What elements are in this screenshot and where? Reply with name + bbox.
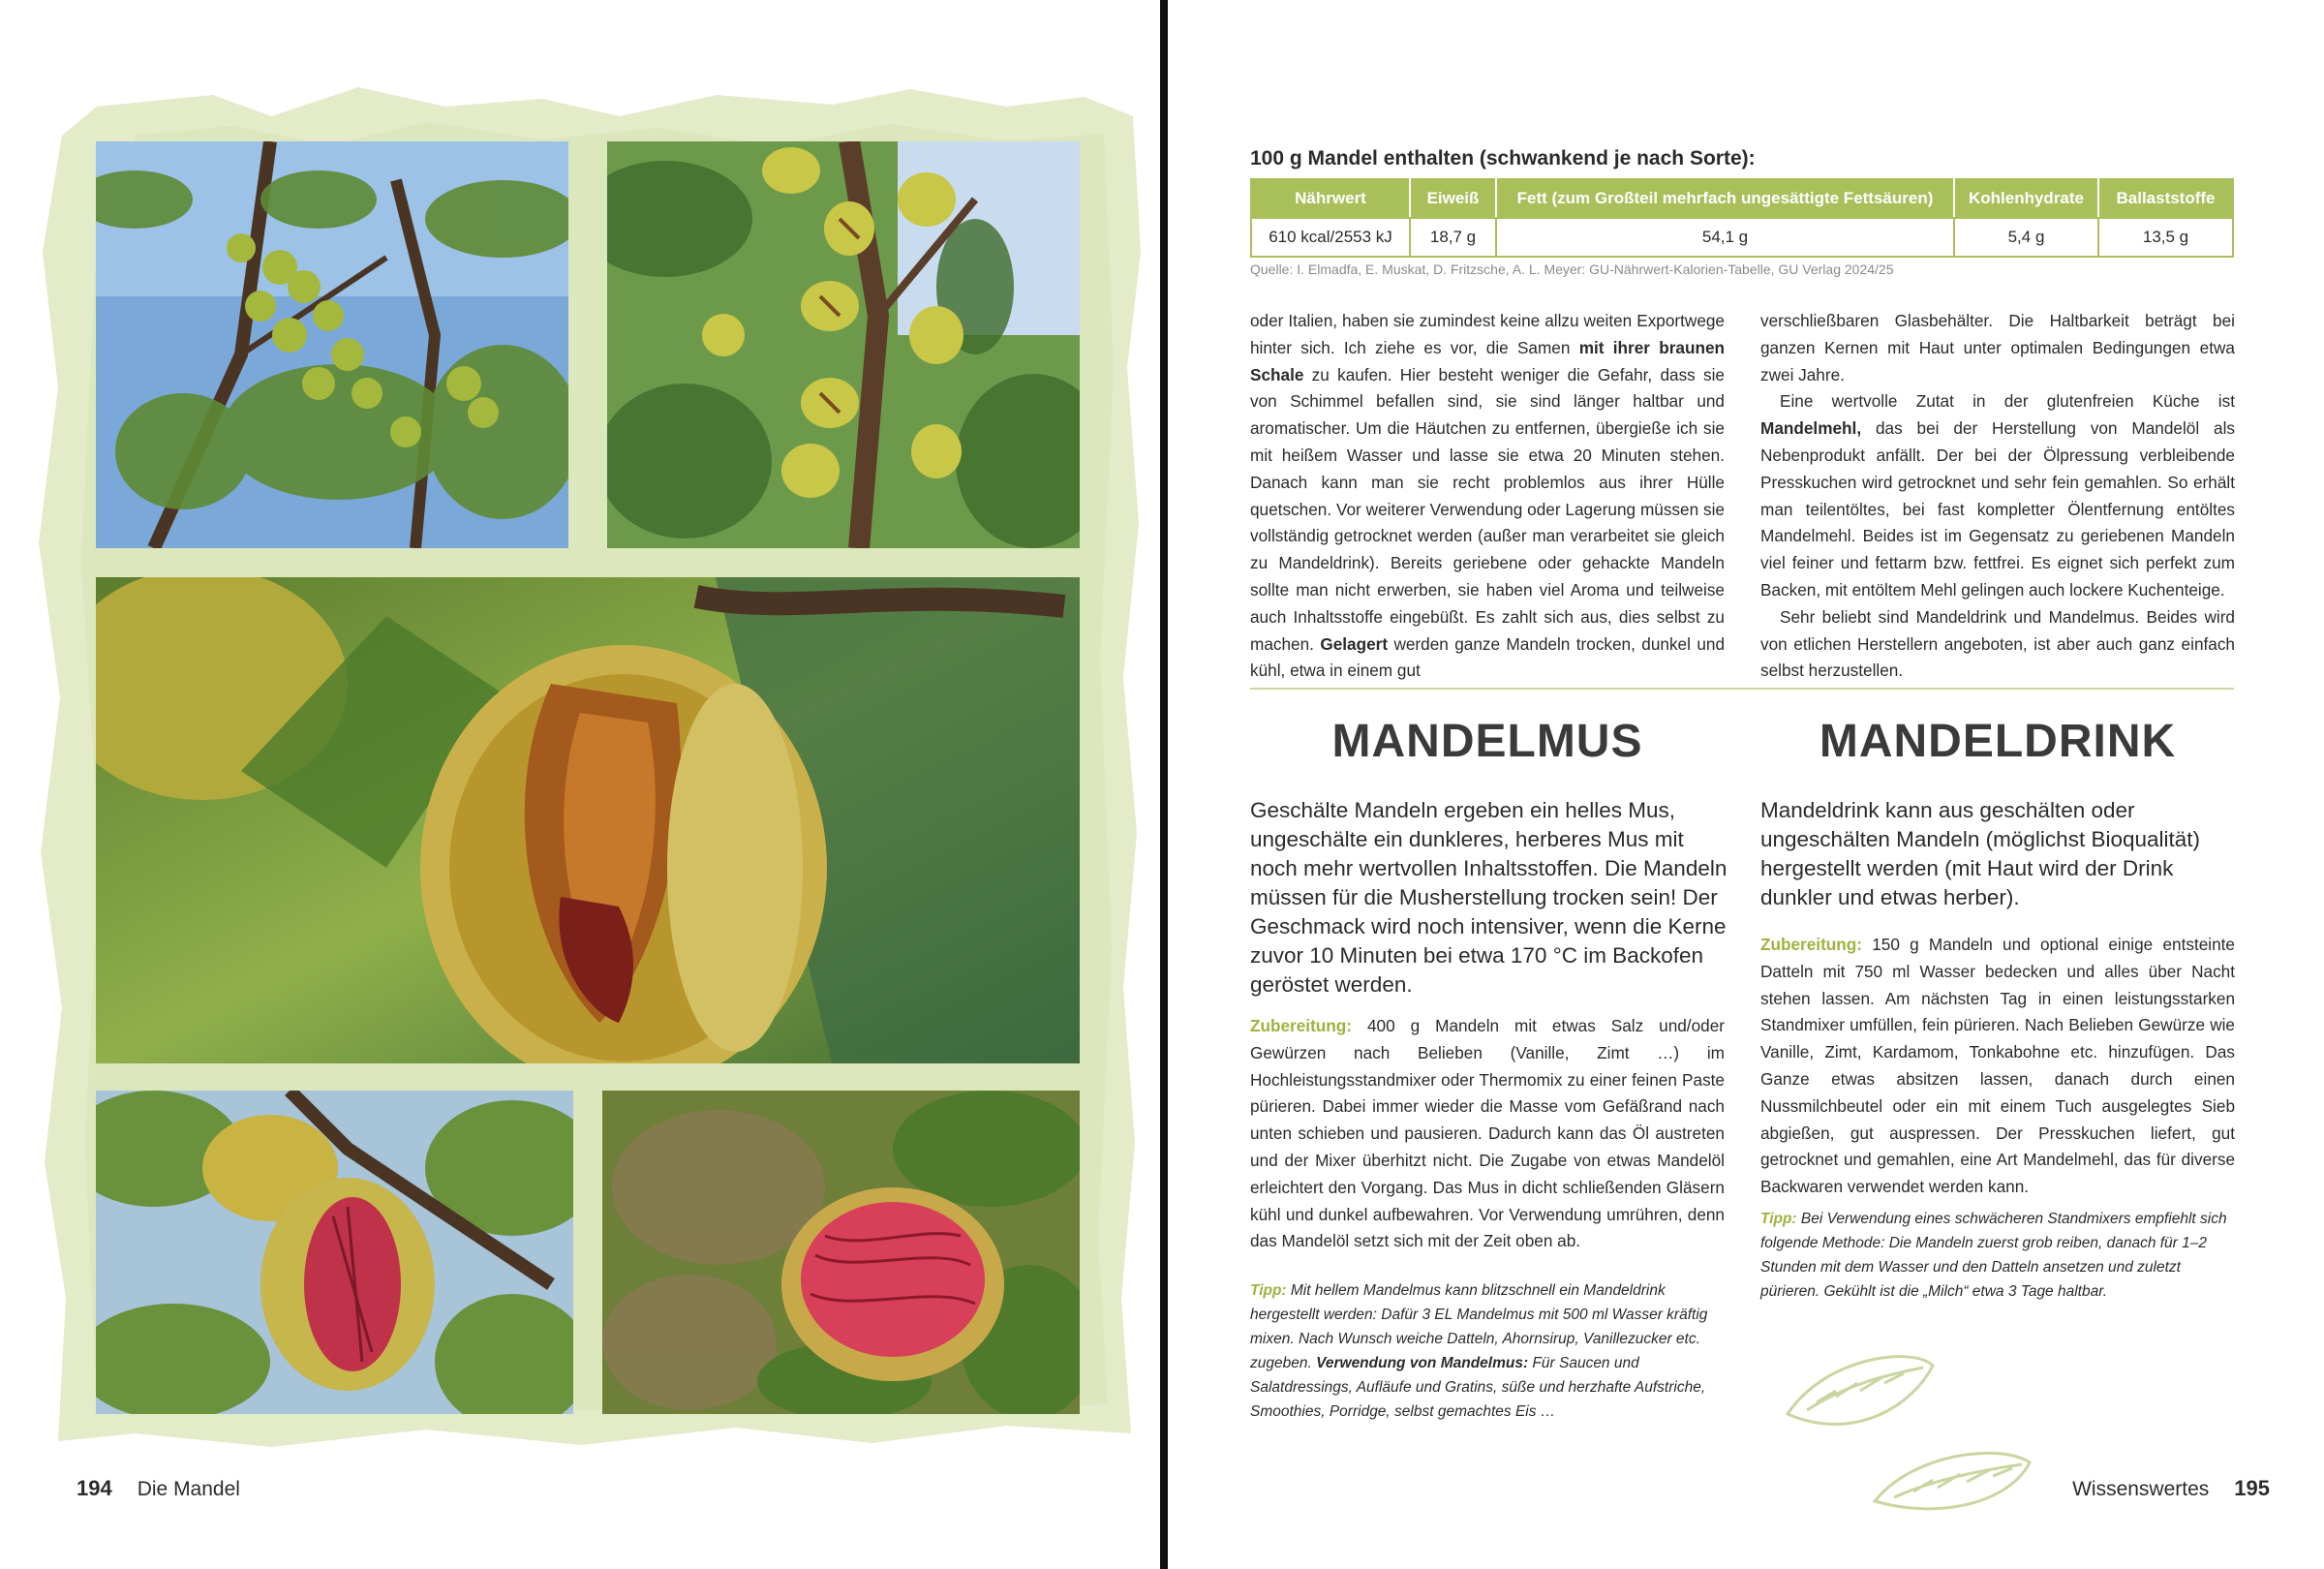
- body-paragraph: [1250, 308, 1725, 685]
- photo-red-hull-on-branch: [96, 1091, 573, 1414]
- table-row: [1251, 218, 2233, 257]
- page-number-right: 195: [2234, 1476, 2270, 1500]
- book-gutter: [1160, 0, 1168, 1569]
- nutrition-table: [1250, 178, 2234, 258]
- text-run: das bei der Herstellung von Mandelöl als Nebenprodukt anfällt. Der bei der Ölpressung verbleibende Presskuchen wird getrocknet und sehr fein gemahlen. So erhält man teilentöltes, bei fast kompletter Ölentfernung entöltes Mandelmehl. Beides ist im Gegensatz zu geriebenen Mandeln viel feiner und fettarm bzw. fettfrei. Es eignet sich perfekt zum Backen, mit entöltem Mehl gelingen auch lockere Kuchenteige.: [1760, 418, 2235, 600]
- almond-outline-icon: [1768, 1337, 2117, 1530]
- mandeldrink-intro: Mandeldrink kann aus geschälten oder ungeschälten Mandeln (möglichst Bioqualität) hergestellt werden (mit Haut wird der Drink dunkler und etwas herber).: [1760, 798, 2201, 909]
- table-heading: 100 g Mandel enthalten (schwankend je nach Sorte):: [1250, 147, 1756, 169]
- text-run: zu kaufen. Hier besteht weniger die Gefahr, dass sie von Schimmel befallen sind, sie sind länger haltbar und aromatischer. Um die Häutchen zu entfernen, übergieße ich sie mit heißem Wasser und lasse sie etwa 20 Minuten stehen. Danach kann man sie recht problemlos aus ihrer Hülle quetschen. Vor weiterer Verwendung oder Lagerung müssen sie vollständig getrocknet werden (außer man verarbeitet sie gleich zu Mandeldrink). Bereits geriebene oder gehackte Mandeln sollte man nicht erwerben, sie haben viel Aroma und teilweise auch Inhaltsstoffe eingebüßt. Es zahlt sich aus, dies selbst zu machen.: [1250, 364, 1725, 654]
- preparation-label: Zubereitung:: [1760, 935, 1863, 954]
- mandeldrink-tip: [1760, 1207, 2235, 1304]
- body-column-right: [1760, 308, 2235, 685]
- table-cell: 18,7 g: [1410, 218, 1496, 257]
- table-source: Quelle: I. Elmadfa, E. Muskat, D. Fritzsche, A. L. Meyer: GU-Nährwert-Kalorien-Tabelle, GU Verlag 2024/25: [1250, 262, 1894, 277]
- tip-text: Für Saucen und Salatdressings, Aufläufe und Gratins, süße und herzhafte Aufstriche, Smoothies, Porridge, selbst gemachtes Eis …: [1250, 1355, 1706, 1420]
- text-run: oder Italien, haben sie zumindest keine allzu weiten Exportwege hinter sich. Ich ziehe es vor, die Samen: [1250, 311, 1725, 357]
- preparation-text: 400 g Mandeln mit etwas Salz und/oder Gewürzen nach Belieben (Vanille, Zimt …) im Hochleistungsstandmixer oder Thermomix zu einer feinen Paste pürieren. Dabei immer wieder die Masse vom Gefäßrand nach unten schieben und pausieren. Dadurch kann das Öl austreten und der Mixer überhitzt nicht. Die Zugabe von etwas Mandelöl erleichtert den Vorgang. Das Mus in dicht schließenden Gläsern kühl und dunkel aufbewahren. Vor Verwendung umrühren, denn das Mandelöl setzt sich mit der Zeit oben ab.: [1250, 1016, 1725, 1251]
- text-run: werden ganze Mandeln trocken, dunkel und kühl, etwa in einem gut: [1250, 633, 1726, 681]
- heading-mandeldrink: MANDELDRINK: [1819, 716, 2177, 767]
- mandeldrink-preparation: [1760, 932, 2235, 1201]
- table-cell: 5,4 g: [1954, 218, 2098, 257]
- tip-bold: Verwendung von Mandelmus:: [1316, 1355, 1529, 1371]
- table-cell: 13,5 g: [2098, 218, 2233, 257]
- mandelmus-intro: Geschälte Mandeln ergeben ein helles Mus, ungeschälte ein dunkleres, herberes Mus mit noch mehr wertvollen Inhaltsstoffen. Die Mandeln müssen für die Musherstellung trocken sein! Der Geschmack wird noch intensiver, wenn die Kerne zuvor 10 Minuten bei etwa 170 °C im Backofen geröstet werden.: [1250, 798, 1728, 997]
- running-title-right: Wissenswertes: [2072, 1478, 2210, 1500]
- table-header-row: [1251, 179, 2233, 218]
- table-header-cell: Fett (zum Großteil mehrfach ungesättigte Fettsäuren): [1496, 179, 1954, 218]
- mandelmus-tip: [1250, 1278, 1725, 1424]
- right-page-footer: [2072, 1476, 2270, 1501]
- photo-split-almond-closeup: [96, 577, 1080, 1063]
- bold-run: Mandelmehl,: [1760, 418, 1862, 439]
- tip-text: Bei Verwendung eines schwächeren Standmixers empfiehlt sich folgende Methode: Die Mandeln zuerst grob reiben, danach für 1–2 Stunden mit dem Wasser und den Datteln ansetzen und zuletzt pürieren. Gekühlt ist die „Milch“ etwa 3 Tage haltbar.: [1760, 1211, 2227, 1300]
- body-paragraph: [1760, 388, 2235, 603]
- running-title-left: Die Mandel: [137, 1478, 240, 1500]
- photo-fallen-red-hull: [602, 1091, 1080, 1414]
- table-header-cell: Ballaststoffe: [2098, 179, 2233, 218]
- photo-almond-tree: [96, 141, 568, 548]
- bold-run: Gelagert: [1320, 633, 1389, 654]
- table-cell: 610 kcal/2553 kJ: [1251, 218, 1410, 257]
- table-header-cell: Eiweiß: [1410, 179, 1496, 218]
- body-column-left: [1250, 308, 1725, 685]
- table-cell: 54,1 g: [1496, 218, 1954, 257]
- table-header-cell: Nährwert: [1251, 179, 1410, 218]
- preparation-text: 150 g Mandeln und optional einige entsteinte Datteln mit 750 ml Wasser bedecken und alles über Nacht stehen lassen. Am nächsten Tag in einen leistungsstarken Standmixer umfüllen, fein pürieren. Nach Belieben Gewürze wie Vanille, Zimt, Kardamom, Tonkabohne etc. hinzufügen. Das Ganze etwas absitzen lassen, danach durch einen Nussmilchbeutel oder ein mit einem Tuch ausgelegtes Sieb abgießen, gut auspressen. Der Presskuchen liefert, gut getrocknet und gemahlen, eine Art Mandelmehl, das für diverse Backwaren verwendet werden kann.: [1760, 935, 2235, 1197]
- left-page: [0, 0, 1160, 1569]
- body-paragraph: Sehr beliebt sind Mandeldrink und Mandelmus. Beides wird von etlichen Herstellern angeboten, ist aber auch ganz einfach selbst herzustellen.: [1760, 606, 2235, 681]
- photo-almond-branch: [607, 141, 1080, 548]
- mandelmus-preparation: [1250, 1013, 1725, 1255]
- bold-run: mit ihrer braunen Schale: [1250, 337, 1725, 385]
- right-page: [1168, 0, 2324, 1569]
- table-header-cell: Kohlenhydrate: [1954, 179, 2098, 218]
- tip-label: Tipp:: [1760, 1211, 1797, 1227]
- heading-mandelmus: MANDELMUS: [1331, 716, 1643, 767]
- page-number-left: 194: [76, 1476, 112, 1500]
- section-divider: [1250, 688, 2234, 690]
- tip-label: Tipp:: [1250, 1282, 1287, 1299]
- text-run: Eine wertvolle Zutat in der glutenfreien Küche ist: [1780, 391, 2235, 412]
- body-paragraph: verschließbaren Glasbehälter. Die Haltbarkeit beträgt bei ganzen Kernen mit Haut unter optimalen Bedingungen etwa zwei Jahre.: [1760, 311, 2235, 385]
- preparation-label: Zubereitung:: [1250, 1016, 1353, 1035]
- left-page-footer: [76, 1476, 240, 1501]
- tip-text: Mit hellem Mandelmus kann blitzschnell ein Mandeldrink hergestellt werden: Dafür 3 EL Mandelmus mit 500 ml Wasser kräftig mixen. Nach Wunsch weiche Datteln, Ahornsirup, Vanillezucker etc. zugeben.: [1250, 1282, 1708, 1371]
